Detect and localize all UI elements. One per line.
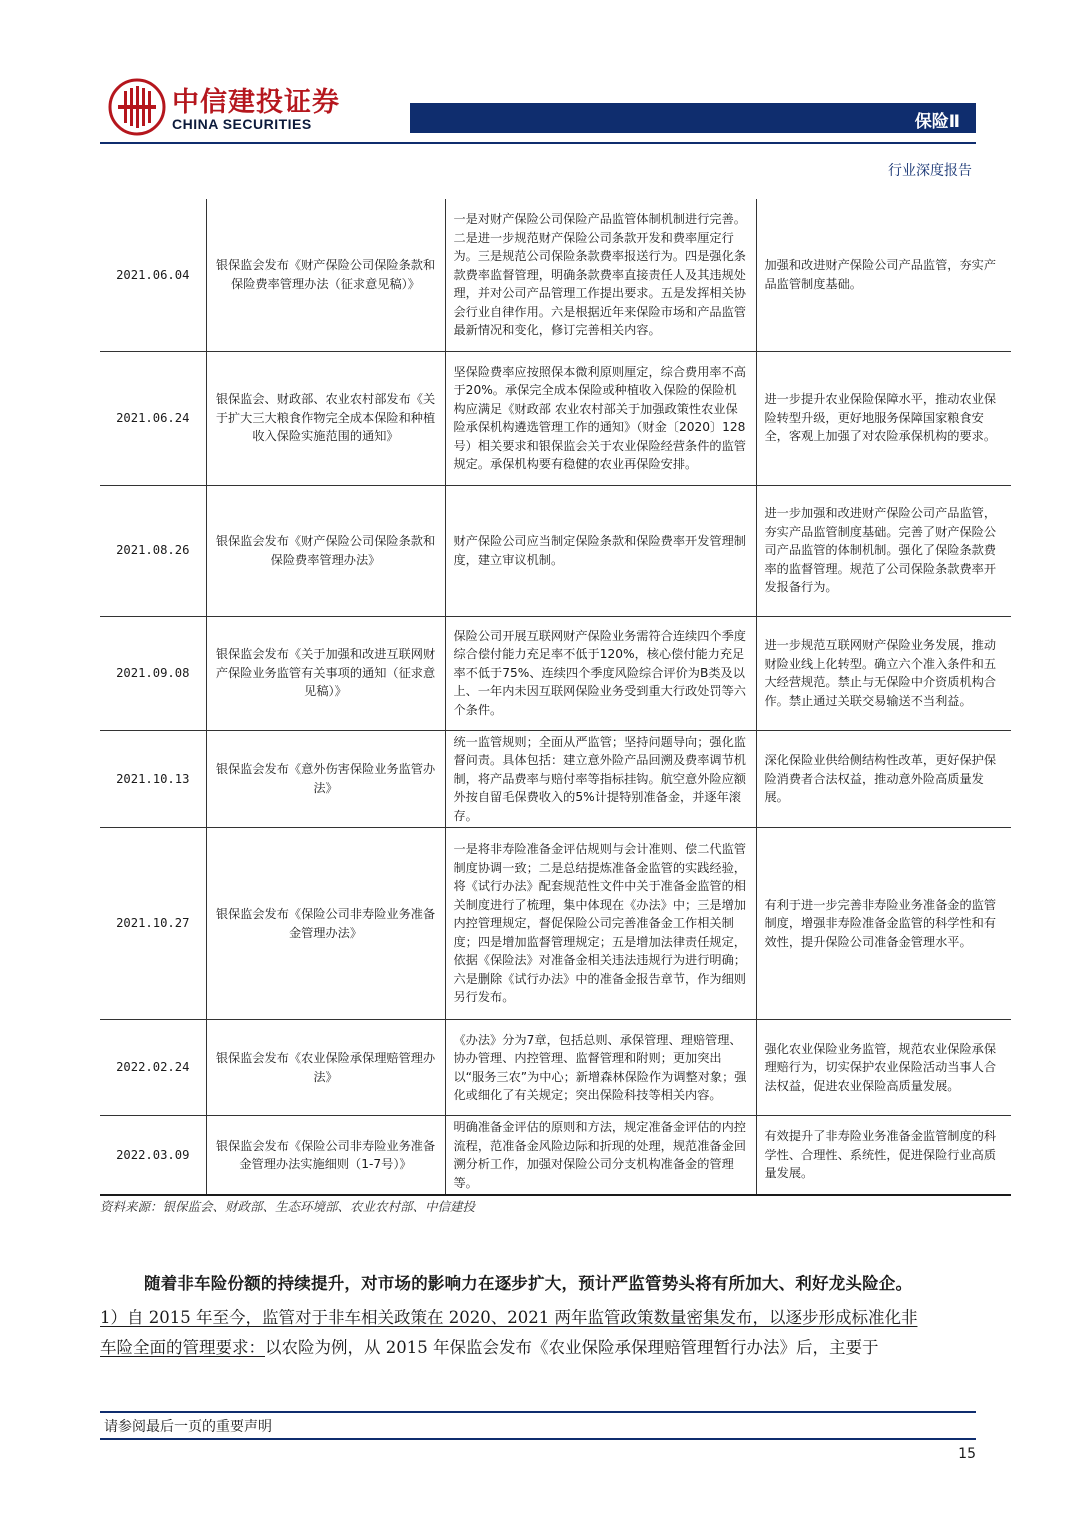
paragraph-line-2 xyxy=(100,1334,980,1358)
date-cell: 2021.08.26 xyxy=(100,485,206,616)
paragraph-heading: 随着非车险份额的持续提升，对市场的影响力在逐步扩大，预计严监管势头将有所加大、利好龙头险企。 xyxy=(144,1274,913,1293)
policy-impact-cell: 进一步提升农业保险保障水平，推动农业保险转型升级，更好地服务保障国家粮食安全，客观上加强了对农险承保机构的要求。 xyxy=(756,351,1011,485)
policy-content-cell: 保险公司开展互联网财产保险业务需符合连续四个季度综合偿付能力充足率不低于120%，核心偿付能力充足率不低于75%、连续四个季度风险综合评价为B类及以上、一年内未因互联网保险业务受到重大行政处罚等六个条件。 xyxy=(445,616,756,730)
date-cell: 2021.06.04 xyxy=(100,199,206,351)
table-row xyxy=(100,351,1011,485)
regulation-table-body xyxy=(100,199,1011,1195)
policy-title-cell: 银保监会发布《关于加强和改进互联网财产保险业务监管有关事项的通知（征求意见稿）》 xyxy=(206,616,445,730)
table-row xyxy=(100,485,1011,616)
policy-content-cell: 一是对财产保险公司保险产品监管体制机制进行完善。二是进一步规范财产保险公司条款开发和费率厘定行为。三是规范公司保险条款费率报送行为。四是强化条款费率监督管理，明确条款费率直接责任人及其违规处理，并对公司产品管理工作提出要求。五是发挥相关协会行业自律作用。六是根据近年来保险市场和产品监管最新情况和变化，修订完善相关内容。 xyxy=(445,199,756,351)
table-row xyxy=(100,199,1011,351)
section-title: 保险Ⅱ xyxy=(914,112,960,132)
policy-content-cell: 坚保险费率应按照保本微利原则厘定，综合费用率不高于20%。承保完全成本保险或种植收入保险的保险机构应满足《财政部 农业农村部关于加强政策性农业保险承保机构遴选管理工作的通知》（财金〔2020〕128号）相关要求和银保监会关于农业保险经营条件的监管规定。承保机构要有稳健的农业再保险安排。 xyxy=(445,351,756,485)
date-cell: 2022.02.24 xyxy=(100,1020,206,1116)
policy-title-cell: 银保监会发布《保险公司非寿险业务准备金管理办法实施细则（1-7号）》 xyxy=(206,1116,445,1196)
paragraph-line-1 xyxy=(100,1304,980,1328)
disclaimer-note: 请参阅最后一页的重要声明 xyxy=(104,1419,272,1435)
policy-title-cell: 银保监会发布《财产保险公司保险条款和保险费率管理办法》 xyxy=(206,485,445,616)
policy-content-cell: 《办法》分为7章，包括总则、承保管理、理赔管理、协办管理、内控管理、监督管理和附则；更加突出以“服务三农”为中心；新增森林保险作为调整对象；强化或细化了有关规定；突出保险科技等相关内容。 xyxy=(445,1020,756,1116)
policy-title-cell: 银保监会发布《意外伤害保险业务监管办法》 xyxy=(206,730,445,828)
policy-impact-cell: 加强和改进财产保险公司产品监管，夯实产品监管制度基础。 xyxy=(756,199,1011,351)
policy-content-cell: 财产保险公司应当制定保险条款和保险费率开发管理制度，建立审议机制。 xyxy=(445,485,756,616)
policy-title-cell: 银保监会发布《农业保险承保理赔管理办法》 xyxy=(206,1020,445,1116)
header-divider xyxy=(100,142,976,144)
policy-impact-cell: 有效提升了非寿险业务准备金监管制度的科学性、合理性、系统性，促进保险行业高质量发展。 xyxy=(756,1116,1011,1196)
policy-title-cell: 银保监会、财政部、农业农村部发布《关于扩大三大粮食作物完全成本保险和种植收入保险实施范围的通知》 xyxy=(206,351,445,485)
table-row xyxy=(100,828,1011,1020)
underlined-text: 1）自 2015 年至今，监管对于非车相关政策在 2020、2021 两年监管政策数量密集发布，以逐步形成标准化非 xyxy=(100,1308,918,1327)
report-type-label: 行业深度报告 xyxy=(888,163,972,179)
china-securities-logo-icon xyxy=(108,78,166,136)
date-cell: 2021.09.08 xyxy=(100,616,206,730)
regulation-table xyxy=(100,199,1011,1196)
table-row xyxy=(100,616,1011,730)
logo-english-name: CHINA SECURITIES xyxy=(172,116,312,132)
table-row xyxy=(100,1020,1011,1116)
date-cell: 2021.10.13 xyxy=(100,730,206,828)
policy-impact-cell: 进一步规范互联网财产保险业务发展，推动财险业线上化转型。确立六个准入条件和五大经营规范。禁止与无保险中介资质机构合作。禁止通过关联交易输送不当利益。 xyxy=(756,616,1011,730)
policy-title-cell: 银保监会发布《财产保险公司保险条款和保险费率管理办法（征求意见稿）》 xyxy=(206,199,445,351)
policy-impact-cell: 强化农业保险业务监管，规范农业保险承保理赔行为，切实保护农业保险活动当事人合法权益，促进农业保险高质量发展。 xyxy=(756,1020,1011,1116)
header-section-bar xyxy=(410,103,976,133)
table-row xyxy=(100,730,1011,828)
policy-content-cell: 明确准备金评估的原则和方法，规定准备金评估的内控流程，范准备金风险边际和折现的处理，规范准备金回溯分析工作，加强对保险公司分支机构准备金的管理等。 xyxy=(445,1116,756,1196)
date-cell: 2021.06.24 xyxy=(100,351,206,485)
date-cell: 2022.03.09 xyxy=(100,1116,206,1196)
body-text: 以农险为例，从 2015 年保监会发布《农业保险承保理赔管理暂行办法》后，主要于 xyxy=(265,1338,879,1357)
table-row xyxy=(100,1116,1011,1196)
policy-impact-cell: 有利于进一步完善非寿险业务准备金的监管制度，增强非寿险准备金监管的科学性和有效性，提升保险公司准备金管理水平。 xyxy=(756,828,1011,1020)
table-source-note: 资料来源：银保监会、财政部、生态环境部、农业农村部、中信建投 xyxy=(100,1199,476,1214)
underlined-text: 车险全面的管理要求： xyxy=(100,1338,265,1357)
footer-divider-top xyxy=(100,1411,976,1413)
policy-content-cell: 一是将非寿险准备金评估规则与会计准则、偿二代监管制度协调一致；二是总结提炼准备金监管的实践经验，将《试行办法》配套规范性文件中关于准备金监管的相关制度进行了梳理，集中体现在《办法》中；三是增加内控管理规定，督促保险公司完善准备金工作相关制度；四是增加监督管理规定；五是增加法律责任规定，依据《保险法》对准备金相关违法违规行为进行明确；六是删除《试行办法》中的准备金报告章节，作为细则另行发布。 xyxy=(445,828,756,1020)
policy-impact-cell: 进一步加强和改进财产保险公司产品监管，夯实产品监管制度基础。完善了财产保险公司产品监管的体制机制。强化了保险条款费率的监督管理。规范了公司保险条款费率开发报备行为。 xyxy=(756,485,1011,616)
date-cell: 2021.10.27 xyxy=(100,828,206,1020)
policy-content-cell: 统一监管规则；全面从严监管；坚持问题导向；强化监督问责。具体包括：建立意外险产品回溯及费率调节机制，将产品费率与赔付率等指标挂钩。航空意外险应额外按自留毛保费收入的5%计提特别准备金，并逐年滚存。 xyxy=(445,730,756,828)
logo-chinese-name: 中信建投证券 xyxy=(172,87,340,118)
page-number: 15 xyxy=(958,1446,976,1462)
footer-divider-bottom xyxy=(100,1438,976,1440)
policy-impact-cell: 深化保险业供给侧结构性改革，更好保护保险消费者合法权益，推动意外险高质量发展。 xyxy=(756,730,1011,828)
policy-title-cell: 银保监会发布《保险公司非寿险业务准备金管理办法》 xyxy=(206,828,445,1020)
company-logo xyxy=(108,78,348,138)
